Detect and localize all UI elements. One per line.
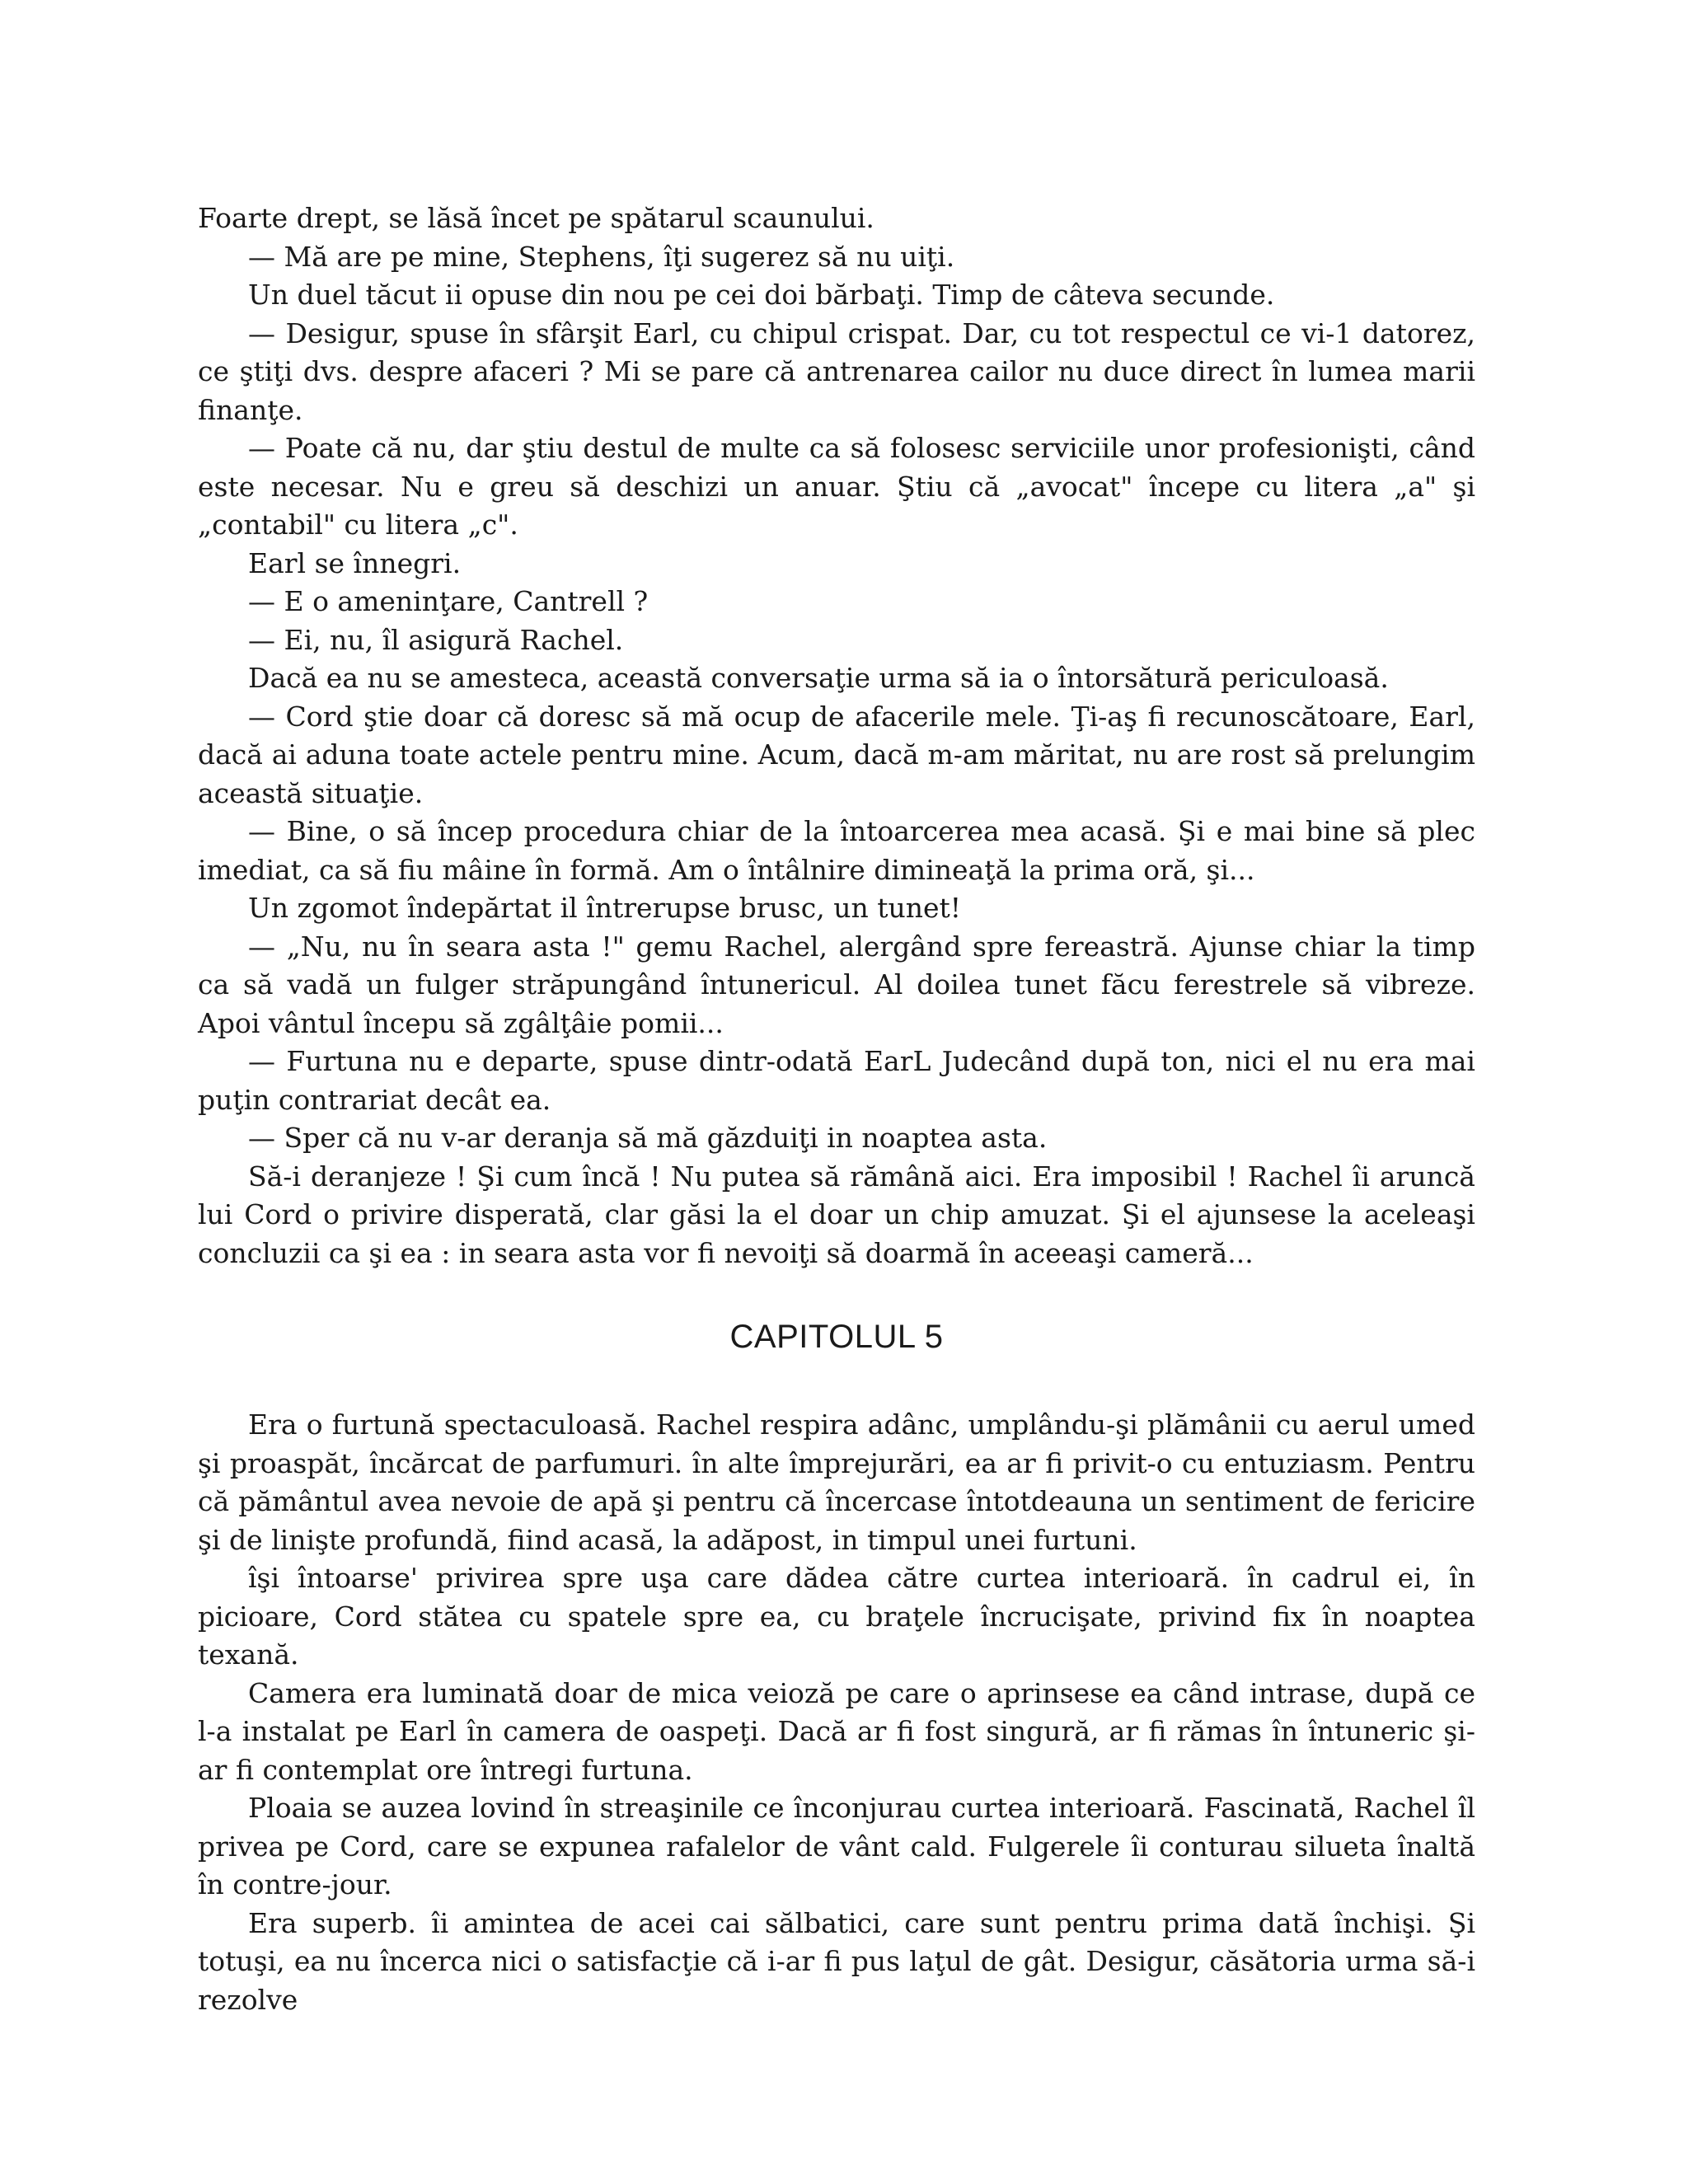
paragraph: — Ei, nu, îl asigură Rachel. <box>248 623 624 656</box>
paragraph: îşi întoarse' privirea spre uşa care dădea către curtea interioară. în cadrul ei, în picioare, Cord stătea cu spatele spre ea, cu braţele încrucişate, privind fix în noaptea texană. <box>198 1562 1475 1671</box>
paragraph: — Mă are pe mine, Stephens, îţi sugerez să nu uiţi. <box>248 240 955 273</box>
paragraph: Era o furtună spectaculoasă. Rachel respira adânc, umplându-şi plămânii cu aerul umed şi proaspăt, încărcat de parfumuri. în alte împrejurări, ea ar fi privit-o cu entuziasm. Pentru că pământul avea nevoie de apă şi pentru că încercase întotdeauna un sentiment de fericire şi de linişte profundă, fiind acasă, la adăpost, in timpul unei furtuni. <box>198 1408 1475 1556</box>
paragraph: — Desigur, spuse în sfârşit Earl, cu chipul crispat. Dar, cu tot respectul ce vi-1 datorez, ce ştiţi dvs. despre afaceri ? Mi se pare că antrenarea cailor nu duce direct în lumea marii finanţe. <box>198 316 1475 426</box>
document-page <box>198 199 1475 2019</box>
paragraph: Un zgomot îndepărtat il întrerupse brusc, un tunet! <box>248 892 962 924</box>
paragraph: — „Nu, nu în seara asta !" gemu Rachel, alergând spre fereastră. Ajunse chiar la timp ca să vadă un fulger străpungând întunericul. Al doilea tunet făcu ferestrele să vibreze. Apoi vântul începu să zgâlţâie pomii... <box>198 930 1475 1039</box>
text-section-chapter-5 <box>198 1406 1475 2019</box>
chapter-title: CAPITOLUL 5 <box>729 1319 944 1355</box>
paragraph: — Sper că nu v-ar deranja să mă găzduiţi in noaptea asta. <box>248 1122 1048 1154</box>
paragraph: Era superb. îi amintea de acei cai sălbatici, care sunt pentru prima dată închişi. Şi totuşi, ea nu încerca nici o satisfacţie că i-ar fi pus laţul de gât. Desigur, căsătoria urma să-i rezolve <box>198 1906 1475 2016</box>
paragraph: Un duel tăcut ii opuse din nou pe cei doi bărbaţi. Timp de câteva secunde. <box>248 279 1275 311</box>
paragraph: — Bine, o să încep procedura chiar de la întoarcerea mea acasă. Şi e mai bine să plec imediat, ca să fiu mâine în formă. Am o întâlnire dimineaţă la prima oră, şi... <box>198 815 1475 886</box>
paragraph: Earl se înnegri. <box>248 546 462 579</box>
paragraph: — Cord ştie doar că doresc să mă ocup de afacerile mele. Ţi-aş fi recunoscătoare, Earl, dacă ai aduna toate actele pentru mine. Acum, dacă m-am măritat, nu are rost să prelungim această situaţie. <box>198 700 1475 809</box>
paragraph: Foarte drept, se lăsă încet pe spătarul scaunului. <box>198 202 874 234</box>
paragraph: — Poate că nu, dar ştiu destul de multe ca să folosesc serviciile unor profesionişti, când este necesar. Nu e greu să deschizi un anuar. Ştiu că „avocat" începe cu litera „a" şi „contabil" cu litera „c". <box>198 432 1475 541</box>
paragraph: Ploaia se auzea lovind în streaşinile ce înconjurau curtea interioară. Fascinată, Rachel îl privea pe Cord, care se expunea rafalelor de vânt cald. Fulgerele îi conturau silueta înaltă în contre-jour. <box>198 1792 1475 1900</box>
paragraph: Camera era luminată doar de mica veioză pe care o aprinsese ea când intrase, după ce l-a instalat pe Earl în camera de oaspeţi. Dacă ar fi fost singură, ar fi rămas în întuneric şi-ar fi contemplat ore întregi furtuna. <box>198 1676 1475 1786</box>
paragraph: — Furtuna nu e departe, spuse dintr-odată EarL Judecând după ton, nici el nu era mai puţin contrariat decât ea. <box>198 1045 1475 1116</box>
text-section-before-chapter <box>198 199 1475 1272</box>
paragraph: — E o ameninţare, Cantrell ? <box>248 585 649 617</box>
paragraph: Dacă ea nu se amesteca, această conversaţie urma să ia o întorsătură periculoasă. <box>248 662 1389 694</box>
paragraph: Să-i deranjeze ! Şi cum încă ! Nu putea să rămână aici. Era imposibil ! Rachel îi aruncă lui Cord o privire disperată, clar găsi la el doar un chip amuzat. Şi el ajunsese la aceleaşi concluzii ca şi ea : in seara asta vor fi nevoiţi să doarmă în aceeaşi cameră... <box>198 1160 1475 1269</box>
